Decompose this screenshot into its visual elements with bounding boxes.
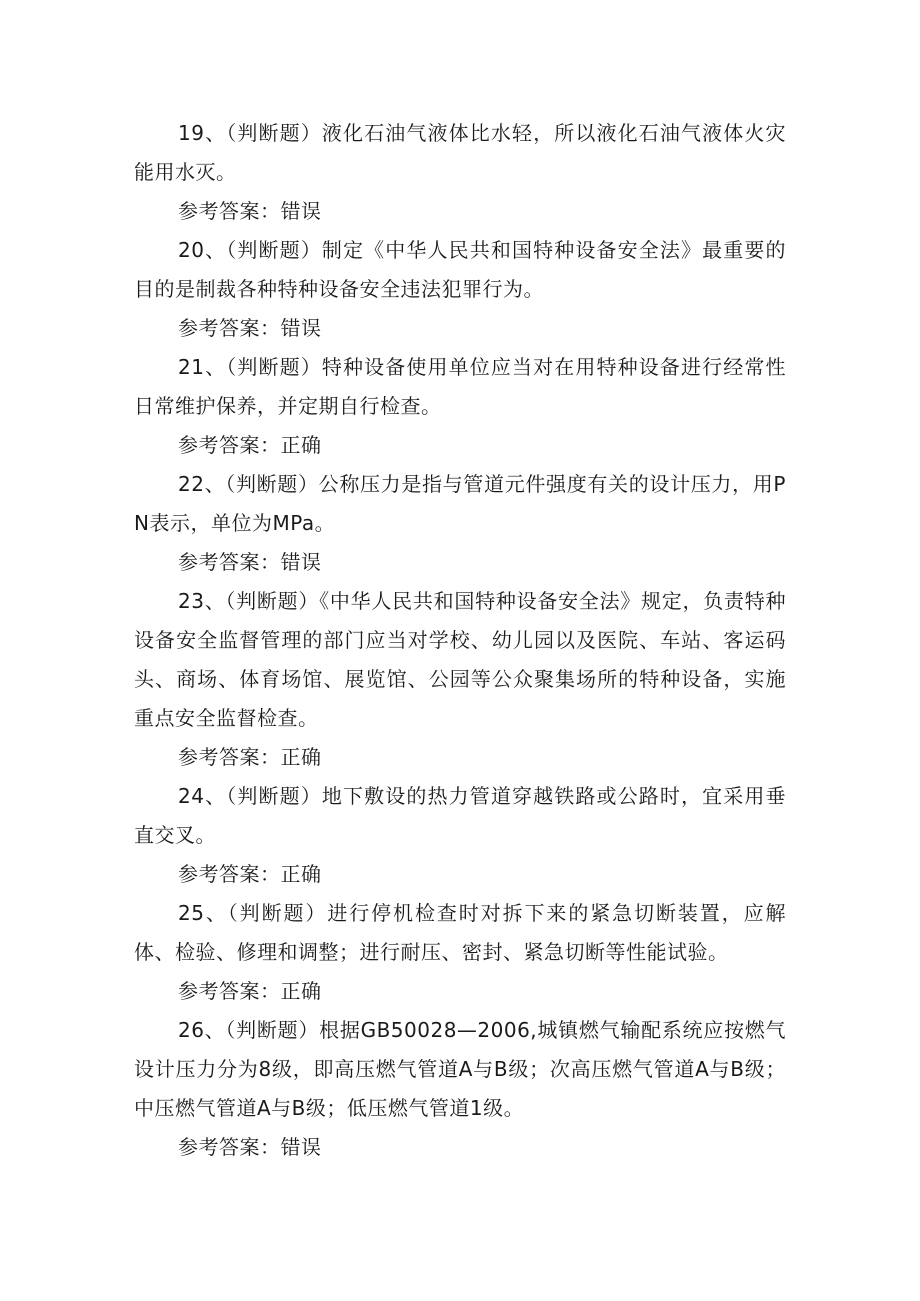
answer-21: 参考答案：正确 [178, 433, 322, 457]
answer-25: 参考答案：正确 [178, 979, 322, 1003]
question-23: 23、（判断题）《中华人民共和国特种设备安全法》规定，负责特种设备安全监督管理的部门应当对学校、幼儿园以及医院、车站、客运码头、商场、体育场馆、展览馆、公园等公众聚集场所的特种设备，实施重点安全监督检查。 [134, 589, 786, 730]
question-19: 19、（判断题）液化石油气液体比水轻，所以液化石油气液体火灾能用水灭。 [134, 121, 786, 184]
question-26: 26、（判断题）根据GB50028—2006,城镇燃气输配系统应按燃气设计压力分为8级，即高压燃气管道A与B级；次高压燃气管道A与B级；中压燃气管道A与B级；低压燃气管道1级。 [134, 1018, 786, 1120]
answer-23: 参考答案：正确 [178, 745, 322, 769]
question-21: 21、（判断题）特种设备使用单位应当对在用特种设备进行经常性日常维护保养，并定期自行检查。 [134, 355, 786, 418]
answer-20: 参考答案：错误 [178, 316, 322, 340]
answer-22: 参考答案：错误 [178, 550, 322, 574]
question-22: 22、（判断题）公称压力是指与管道元件强度有关的设计压力，用PN表示，单位为MPa。 [134, 472, 786, 535]
answer-19: 参考答案：错误 [178, 199, 322, 223]
answer-24: 参考答案：正确 [178, 862, 322, 886]
question-20: 20、（判断题）制定《中华人民共和国特种设备安全法》最重要的目的是制裁各种特种设备安全违法犯罪行为。 [134, 238, 786, 301]
question-25: 25、（判断题）进行停机检查时对拆下来的紧急切断装置，应解体、检验、修理和调整；进行耐压、密封、紧急切断等性能试验。 [134, 901, 786, 964]
question-list [134, 114, 786, 1167]
answer-26: 参考答案：错误 [178, 1135, 322, 1159]
question-24: 24、（判断题）地下敷设的热力管道穿越铁路或公路时，宜采用垂直交叉。 [134, 784, 786, 847]
